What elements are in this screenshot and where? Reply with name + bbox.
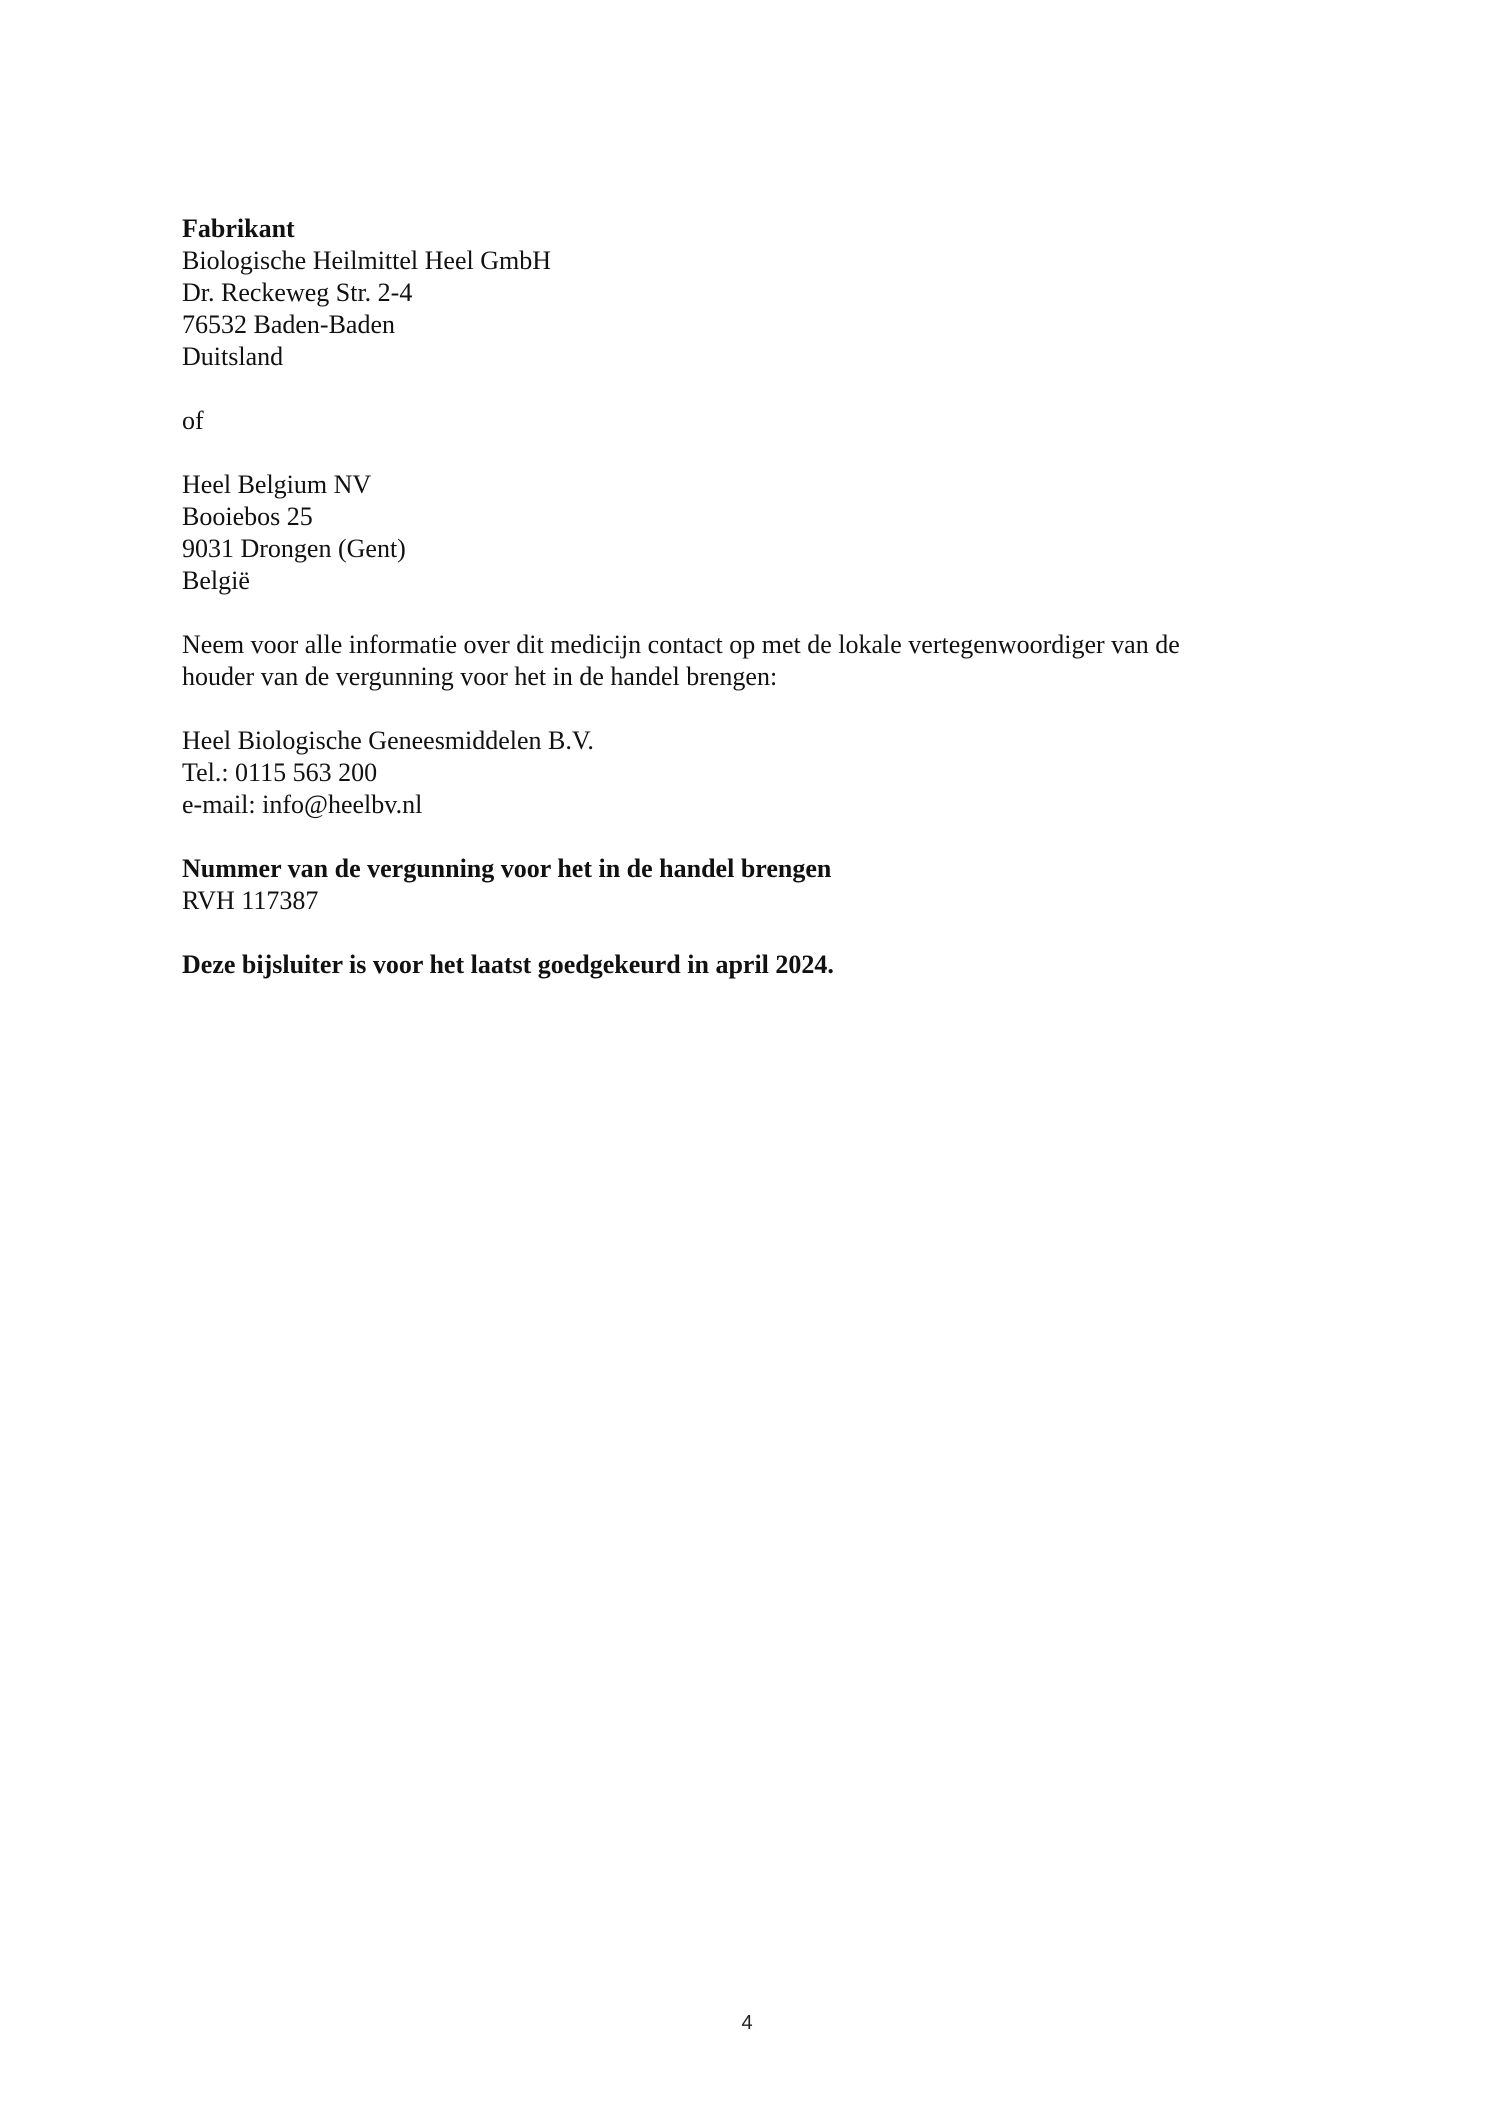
license-number: RVH 117387 bbox=[182, 886, 319, 915]
contact-phone: Tel.: 0115 563 200 bbox=[182, 758, 378, 787]
secondary-manufacturer-country: België bbox=[182, 566, 250, 595]
spacer bbox=[182, 693, 1312, 725]
approval-statement: Deze bijsluiter is voor het laatst goedgekeurd in april 2024. bbox=[182, 950, 834, 979]
spacer bbox=[182, 437, 1312, 469]
manufacturer-separator: of bbox=[182, 406, 204, 435]
manufacturer-street: Dr. Reckeweg Str. 2-4 bbox=[182, 278, 413, 307]
spacer bbox=[182, 597, 1312, 629]
manufacturer-name: Biologische Heilmittel Heel GmbH bbox=[182, 246, 551, 275]
secondary-manufacturer-street: Booiebos 25 bbox=[182, 502, 313, 531]
spacer bbox=[182, 917, 1312, 949]
contact-intro-line-2: houder van de vergunning voor het in de handel brengen: bbox=[182, 662, 778, 691]
spacer bbox=[182, 821, 1312, 853]
page-number: 4 bbox=[741, 2012, 753, 2034]
manufacturer-country: Duitsland bbox=[182, 342, 284, 371]
secondary-manufacturer-city: 9031 Drongen (Gent) bbox=[182, 534, 406, 563]
manufacturer-city: 76532 Baden-Baden bbox=[182, 310, 396, 339]
page-content bbox=[182, 213, 1312, 981]
contact-company: Heel Biologische Geneesmiddelen B.V. bbox=[182, 726, 594, 755]
license-heading: Nummer van de vergunning voor het in de handel brengen bbox=[182, 854, 832, 883]
contact-email: e-mail: info@heelbv.nl bbox=[182, 790, 423, 819]
contact-intro-line-1: Neem voor alle informatie over dit medicijn contact op met de lokale vertegenwoordiger van de bbox=[182, 630, 1180, 659]
secondary-manufacturer-name: Heel Belgium NV bbox=[182, 470, 372, 499]
manufacturer-heading: Fabrikant bbox=[182, 214, 295, 243]
spacer bbox=[182, 373, 1312, 405]
